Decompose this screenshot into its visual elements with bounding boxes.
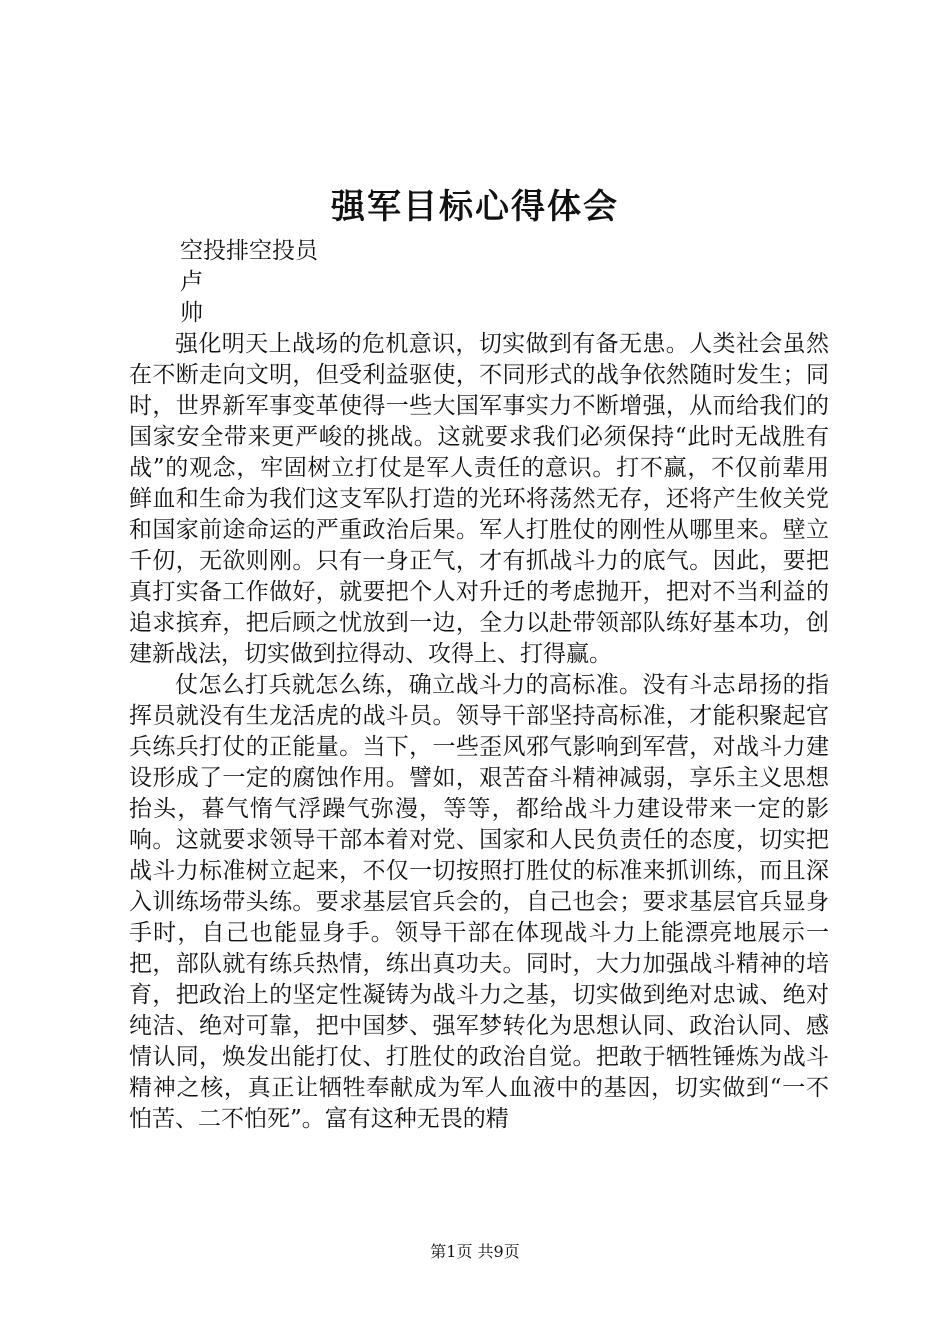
paragraph: 强化明天上战场的危机意识，切实做到有备无患。人类社会虽然在不断走向文明，但受利益驱使，不同形式的战争依然随时发生；同时，世界新军事变革使得一些大国军事实力不断增强，从而给我们的国家安全带来更严峻的挑战。这就要求我们必须保持“此时无战胜有战”的观念，牢固树立打仗是军人责任的意识。打不赢，不仅前辈用鲜血和生命为我们这支军队打造的光环将荡然无存，还将产生攸关党和国家前途命运的严重政治后果。军人打胜仗的刚性从哪里来。壁立千仞，无欲则刚。只有一身正气，才有抓战斗力的底气。因此，要把真打实备工作做好，就要把个人对升迁的考虑抛开，把对不当利益的追求摈弃，把后顾之忧放到一边，全力以赴带领部队练好基本功，创建新战法，切实做到拉得动、攻得上、打得赢。: [129, 331, 829, 667]
author-block: [180, 236, 318, 329]
document-title: 强军目标心得体会: [331, 187, 619, 227]
author-given-name: 帅: [180, 300, 203, 326]
page-footer: 第1页 共9页: [430, 1242, 520, 1261]
paragraph: 仗怎么打兵就怎么练，确立战斗力的高标准。没有斗志昂扬的指挥员就没有生龙活虎的战斗员。领导干部坚持高标准，才能积聚起官兵练兵打仗的正能量。当下，一些歪风邪气影响到军营，对战斗力建设形成了一定的腐蚀作用。譬如，艰苦奋斗精神减弱，享乐主义思想抬头，暮气惰气浮躁气弥漫，等等，都给战斗力建设带来一定的影响。这就要求领导干部本着对党、国家和人民负责任的态度，切实把战斗力标准树立起来，不仅一切按照打胜仗的标准来抓训练，而且深入训练场带头练。要求基层官兵会的，自己也会；要求基层官兵显身手时，自己也能显身手。领导干部在体现战斗力上能漂亮地展示一把，部队就有练兵热情，练出真功夫。同时，大力加强战斗精神的培育，把政治上的坚定性凝铸为战斗力之基，切实做到绝对忠诚、绝对纯洁、绝对可靠，把中国梦、强军梦转化为思想认同、政治认同、感情认同，焕发出能打仗、打胜仗的政治自觉。把敢于牺牲锤炼为战斗精神之核，真正让牺牲奉献成为军人血液中的基因，切实做到“一不怕苦、二不怕死”。富有这种无畏的精: [129, 672, 829, 1132]
author-surname: 卢: [180, 269, 203, 295]
body-text: [129, 329, 829, 1135]
author-unit: 空投排空投员: [180, 238, 318, 264]
